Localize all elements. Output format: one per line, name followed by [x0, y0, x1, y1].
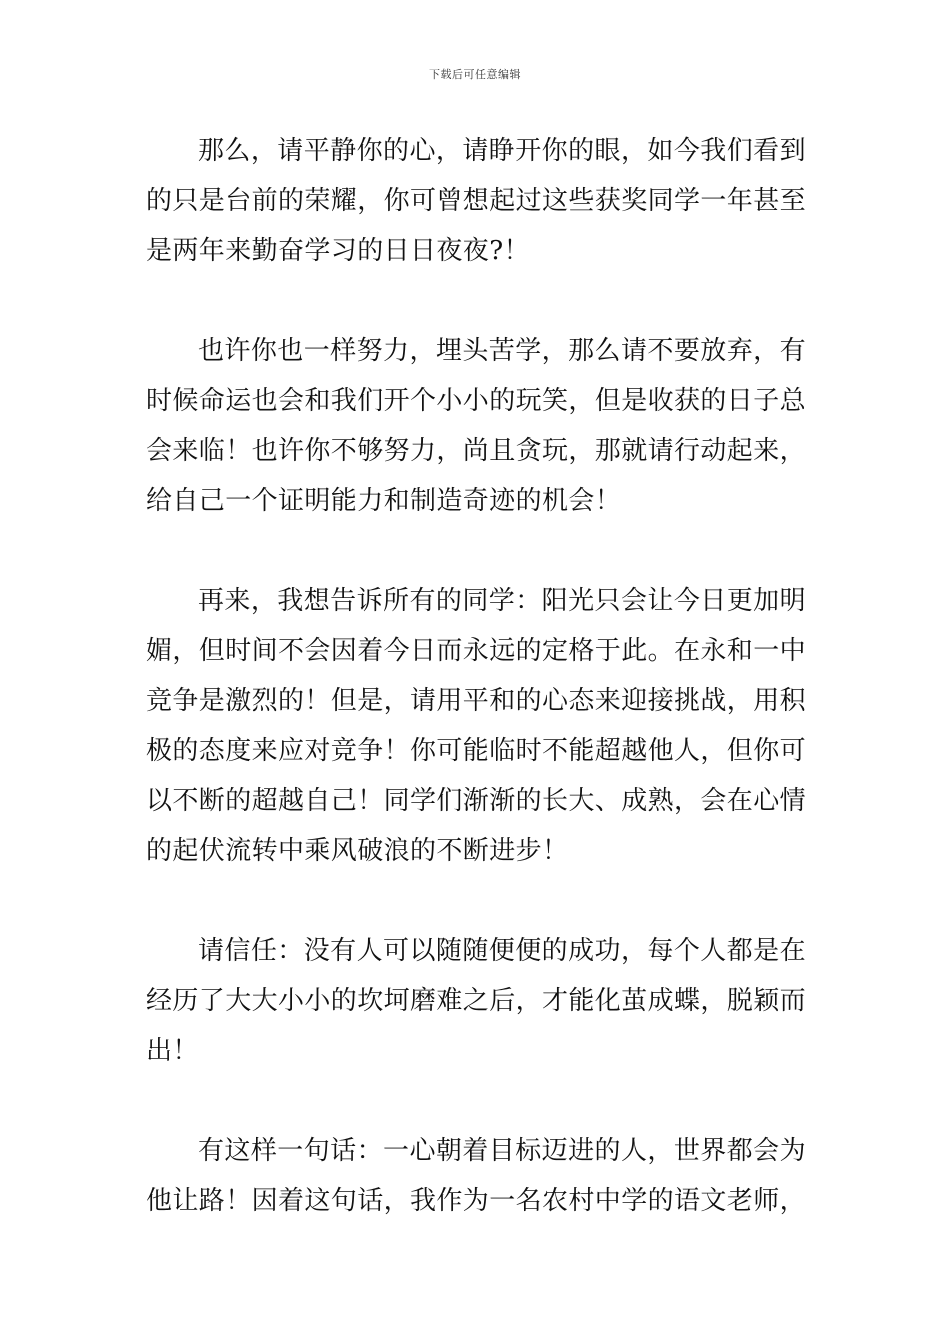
paragraph-2: 也许你也一样努力，埋头苦学，那么请不要放弃，有时候命运也会和我们开个小小的玩笑，但是收获的日子总会来临！也许你不够努力，尚且贪玩，那就请行动起来，给自己一个证明能力和制造奇迹的机会！: [146, 336, 807, 516]
paragraph-4: 请信任：没有人可以随随便便的成功，每个人都是在经历了大大小小的坎坷磨难之后，才能化茧成蝶，脱颖而出！: [146, 936, 807, 1066]
paragraph-5: 有这样一句话：一心朝着目标迈进的人，世界都会为他让路！因着这句话，我作为一名农村中学的语文老师，: [146, 1136, 807, 1216]
paragraph-3: 再来，我想告诉所有的同学：阳光只会让今日更加明媚，但时间不会因着今日而永远的定格于此。在永和一中竞争是激烈的！但是，请用平和的心态来迎接挑战，用积极的态度来应对竞争！你可能临时不能超越他人，但你可以不断的超越自己！同学们渐渐的长大、成熟，会在心情的起伏流转中乘风破浪的不断进步！: [146, 586, 807, 866]
document-body: [146, 126, 806, 1276]
paragraph-1: 那么，请平静你的心，请睁开你的眼，如今我们看到的只是台前的荣耀，你可曾想起过这些获奖同学一年甚至是两年来勤奋学习的日日夜夜?！: [146, 136, 807, 266]
page-header: 下载后可任意编辑: [429, 68, 521, 81]
